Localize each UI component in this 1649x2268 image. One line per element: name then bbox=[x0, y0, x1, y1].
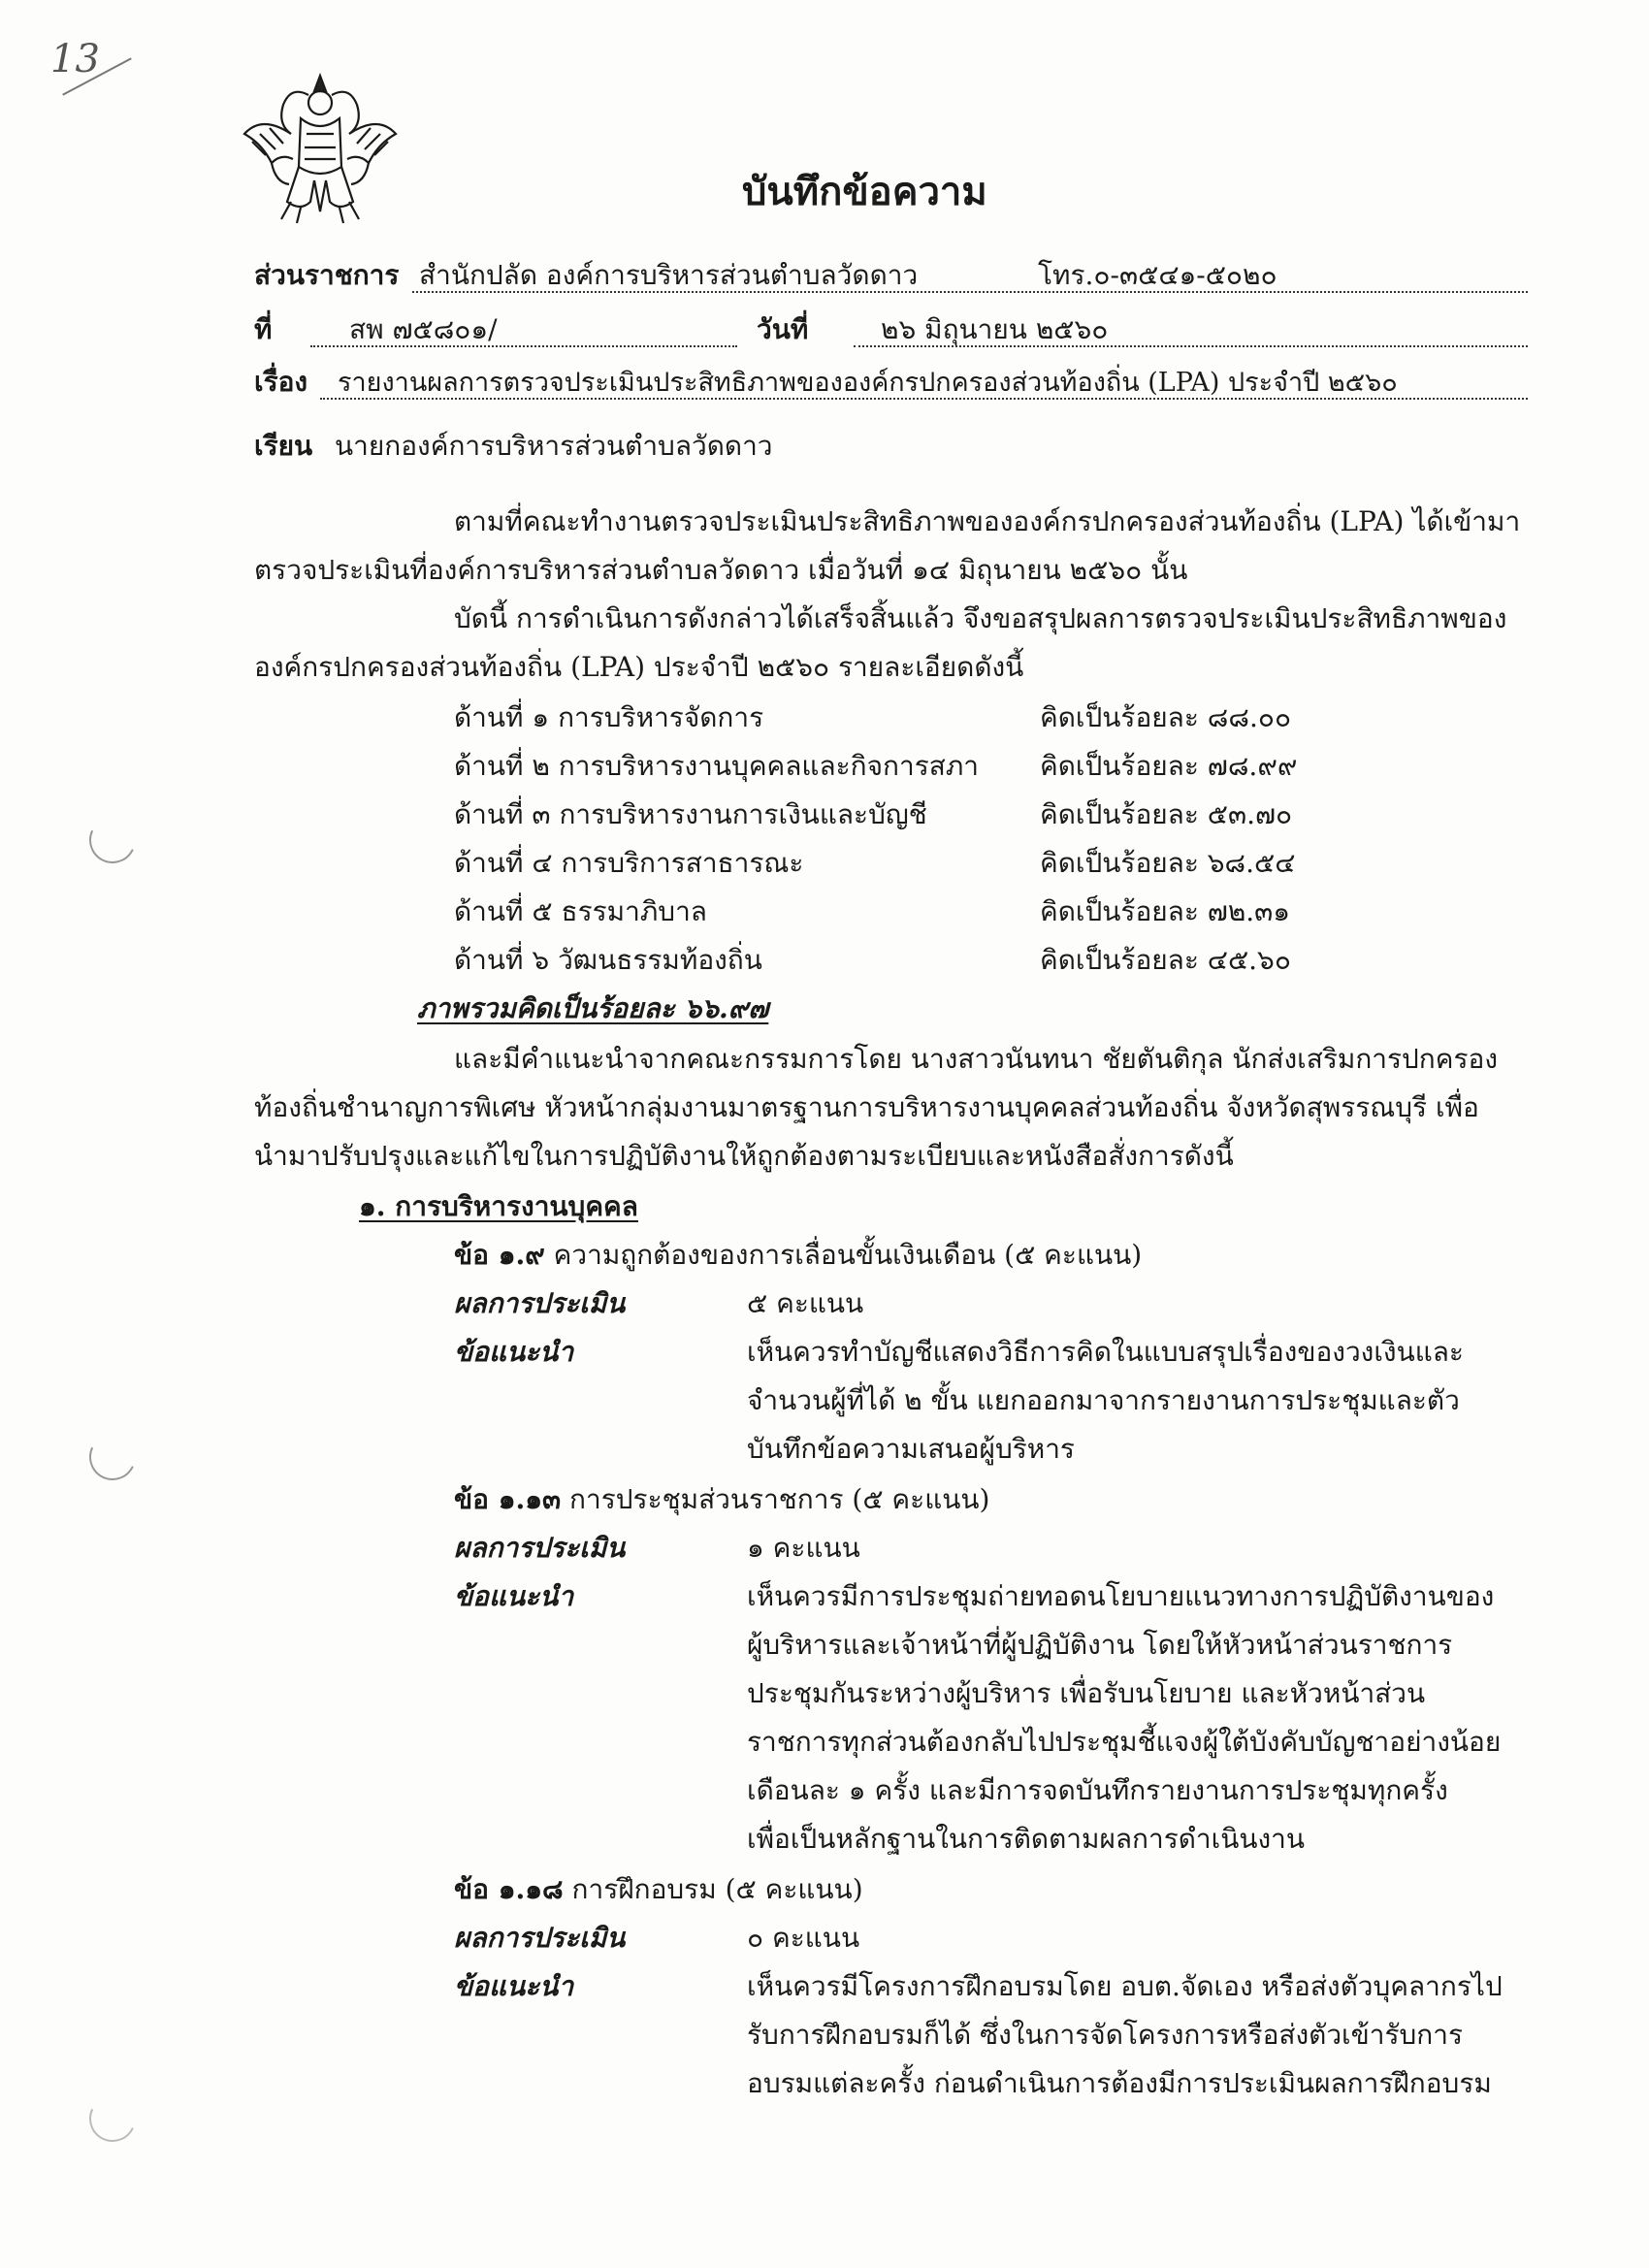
advice-line: เห็นควรมีการประชุมถ่ายทอดนโยบายแนวทางการปฏิบัติงานของ bbox=[747, 1580, 1495, 1612]
advice-line: อบรมแต่ละครั้ง ก่อนดำเนินการต้องมีการประเมินผลการฝึกอบรม bbox=[747, 2067, 1492, 2099]
advice-line: เดือนละ ๑ ครั้ง และมีการจดบันทึกรายงานการประชุมทุกครั้ง bbox=[747, 1774, 1448, 1806]
paragraph-3-line-1: และมีคำแนะนำจากคณะกรรมการโดย นางสาวนันทนา ชัยตันติกุล นักส่งเสริมการปกครอง bbox=[454, 1043, 1499, 1075]
advice-line: บันทึกข้อความเสนอผู้บริหาร bbox=[747, 1433, 1075, 1465]
addressee-label: เรียน bbox=[254, 430, 313, 462]
score-label: ด้านที่ ๕ ธรรมาภิบาล bbox=[454, 895, 707, 927]
score-label: ด้านที่ ๑ การบริหารจัดการ bbox=[454, 701, 764, 733]
item-heading bbox=[454, 1234, 1142, 1277]
paragraph-2-line-2: องค์กรปกครองส่วนท้องถิ่น (LPA) ประจำปี ๒๕๖๐ รายละเอียดดังนี้ bbox=[254, 651, 1024, 683]
division-value: สำนักปลัด องค์การบริหารส่วนตำบลวัดดาว bbox=[419, 259, 919, 291]
overall-score: ภาพรวมคิดเป็นร้อยละ ๖๖.๙๗ bbox=[417, 992, 769, 1024]
score-value: คิดเป็นร้อยละ ๘๘.๐๐ bbox=[1040, 701, 1292, 733]
result-label: ผลการประเมิน bbox=[454, 1287, 626, 1319]
advice-line: เพื่อเป็นหลักฐานในการติดตามผลการดำเนินงาน bbox=[747, 1823, 1306, 1855]
score-value: คิดเป็นร้อยละ ๗๒.๓๑ bbox=[1040, 895, 1291, 927]
paragraph-3-line-3: นำมาปรับปรุงและแก้ไขในการปฏิบัติงานให้ถูกต้องตามระเบียบและหนังสือสั่งการดังนี้ bbox=[254, 1140, 1234, 1172]
punch-hole-mark bbox=[82, 2089, 143, 2149]
item-text: ความถูกต้องของการเลื่อนขั้นเงินเดือน (๕ คะแนน) bbox=[553, 1239, 1143, 1271]
item-number: ข้อ ๑.๑๘ bbox=[454, 1873, 564, 1905]
subject-value: รายงานผลการตรวจประเมินประสิทธิภาพขององค์กรปกครองส่วนท้องถิ่น (LPA) ประจำปี ๒๕๖๐ bbox=[338, 368, 1398, 398]
advice-label: ข้อแนะนำ bbox=[454, 1970, 574, 2002]
advice-line: เห็นควรทำบัญชีแสดงวิธีการคิดในแบบสรุปเรื่องของวงเงินและ bbox=[747, 1336, 1464, 1368]
punch-hole-mark bbox=[82, 810, 143, 870]
advice-label: ข้อแนะนำ bbox=[454, 1580, 574, 1612]
handwritten-page-mark: 13 bbox=[50, 37, 100, 81]
result-value: ๕ คะแนน bbox=[747, 1287, 864, 1319]
document-title: บันทึกข้อความ bbox=[742, 169, 987, 214]
score-value: คิดเป็นร้อยละ ๗๘.๙๙ bbox=[1040, 750, 1298, 782]
advice-line: รับการฝึกอบรมก็ได้ ซึ่งในการจัดโครงการหรือส่งตัวเข้ารับการ bbox=[747, 2019, 1464, 2051]
advice-line: ผู้บริหารและเจ้าหน้าที่ผู้ปฏิบัติงาน โดยให้หัวหน้าส่วนราชการ bbox=[747, 1629, 1453, 1661]
result-label: ผลการประเมิน bbox=[454, 1532, 626, 1564]
result-label: ผลการประเมิน bbox=[454, 1922, 626, 1954]
advice-line: ประชุมกันระหว่างผู้บริหาร เพื่อรับนโยบาย และหัวหน้าส่วน bbox=[747, 1677, 1426, 1709]
score-label: ด้านที่ ๖ วัฒนธรรมท้องถิ่น bbox=[454, 944, 762, 976]
phone-number: โทร.๐-๓๕๔๑-๕๐๒๐ bbox=[1038, 259, 1277, 291]
score-label: ด้านที่ ๓ การบริหารงานการเงินและบัญชี bbox=[454, 798, 927, 830]
result-value: ๐ คะแนน bbox=[747, 1922, 860, 1954]
score-value: คิดเป็นร้อยละ ๖๘.๕๔ bbox=[1040, 847, 1296, 879]
reference-value: สพ ๗๕๘๐๑/ bbox=[349, 313, 498, 345]
score-label: ด้านที่ ๒ การบริหารงานบุคคลและกิจการสภา bbox=[454, 750, 980, 782]
date-label: วันที่ bbox=[757, 313, 809, 345]
result-value: ๑ คะแนน bbox=[747, 1532, 860, 1564]
reference-label: ที่ bbox=[254, 313, 273, 345]
item-heading bbox=[454, 1478, 989, 1521]
punch-hole-mark bbox=[82, 1427, 143, 1487]
addressee-value: นายกองค์การบริหารส่วนตำบลวัดดาว bbox=[335, 430, 773, 462]
paragraph-1-line-2: ตรวจประเมินที่องค์การบริหารส่วนตำบลวัดดาว เมื่อวันที่ ๑๔ มิถุนายน ๒๕๖๐ นั้น bbox=[254, 554, 1188, 586]
score-label: ด้านที่ ๔ การบริการสาธารณะ bbox=[454, 847, 804, 879]
date-value: ๒๖ มิถุนายน ๒๕๖๐ bbox=[881, 313, 1109, 345]
section-1-heading: ๑. การบริหารงานบุคคล bbox=[359, 1190, 638, 1222]
item-number: ข้อ ๑.๑๓ bbox=[454, 1483, 562, 1515]
item-number: ข้อ ๑.๙ bbox=[454, 1239, 545, 1271]
item-heading bbox=[454, 1868, 863, 1911]
paragraph-3-line-2: ท้องถิ่นชำนาญการพิเศษ หัวหน้ากลุ่มงานมาตรฐานการบริหารงานบุคคลส่วนท้องถิ่น จังหวัดสุพรรณบุรี เพื่อ bbox=[254, 1091, 1479, 1123]
advice-line: จำนวนผู้ที่ได้ ๒ ขั้น แยกออกมาจากรายงานการประชุมและตัว bbox=[747, 1384, 1460, 1416]
division-label: ส่วนราชการ bbox=[254, 259, 400, 291]
paragraph-2-line-1: บัดนี้ การดำเนินการดังกล่าวได้เสร็จสิ้นแล้ว จึงขอสรุปผลการตรวจประเมินประสิทธิภาพของ bbox=[454, 602, 1507, 634]
garuda-emblem bbox=[233, 66, 407, 231]
score-value: คิดเป็นร้อยละ ๕๓.๗๐ bbox=[1040, 798, 1293, 830]
advice-line: ราชการทุกส่วนต้องกลับไปประชุมชี้แจงผู้ใต้บังคับบัญชาอย่างน้อย bbox=[747, 1726, 1502, 1758]
item-text: การประชุมส่วนราชการ (๕ คะแนน) bbox=[569, 1483, 990, 1515]
advice-line: เห็นควรมีโครงการฝึกอบรมโดย อบต.จัดเอง หรือส่งตัวบุคลากรไป bbox=[747, 1970, 1503, 2002]
paragraph-1-line-1: ตามที่คณะทำงานตรวจประเมินประสิทธิภาพขององค์กรปกครองส่วนท้องถิ่น (LPA) ได้เข้ามา bbox=[454, 505, 1521, 537]
advice-label: ข้อแนะนำ bbox=[454, 1336, 574, 1368]
subject-label: เรื่อง bbox=[254, 366, 308, 398]
item-text: การฝึกอบรม (๕ คะแนน) bbox=[571, 1873, 863, 1905]
score-value: คิดเป็นร้อยละ ๔๕.๖๐ bbox=[1040, 944, 1291, 976]
